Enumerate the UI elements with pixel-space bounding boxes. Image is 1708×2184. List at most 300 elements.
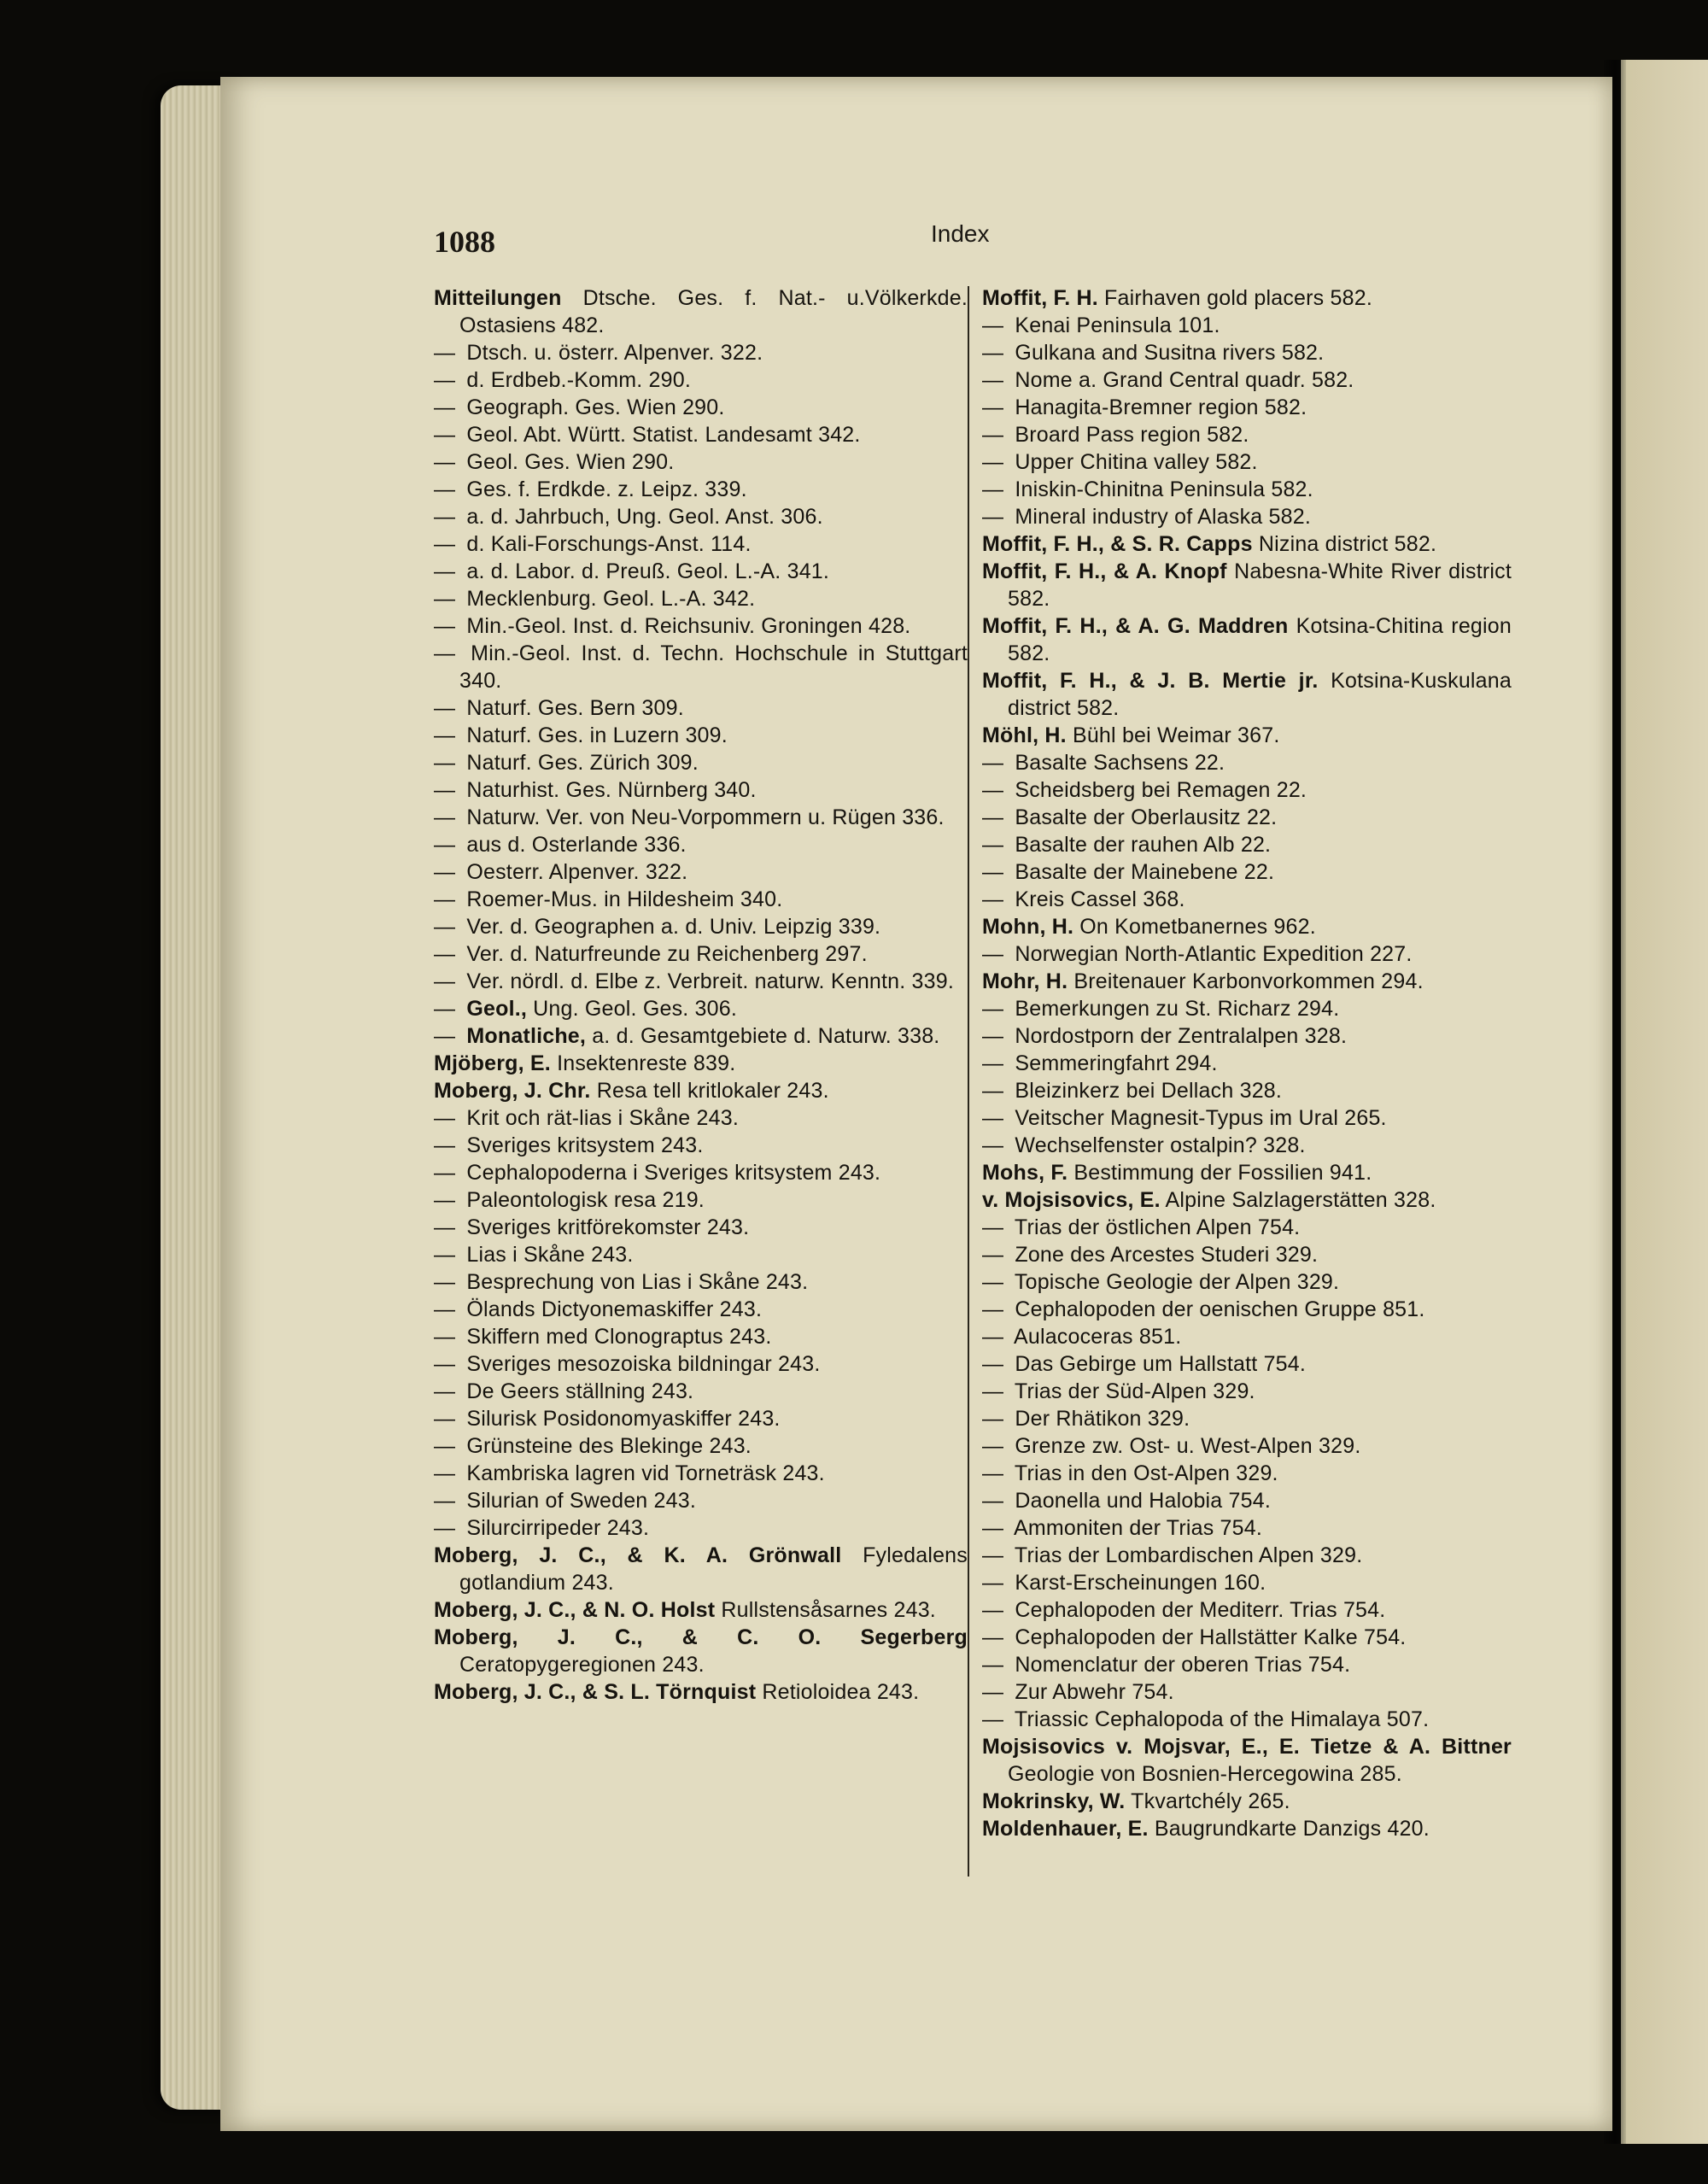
entry-dash: — <box>982 1489 1004 1513</box>
entry-text: Alpine Salzlagerstätten 328. <box>1160 1188 1436 1212</box>
entry-text: Geol. Ges. Wien 290. <box>460 450 675 474</box>
entry-text: d. Erdbeb.-Komm. 290. <box>460 368 692 392</box>
entry-dash: — <box>434 723 456 747</box>
entry-dash: — <box>982 1325 1004 1349</box>
entry-text: Aulacoceras 851. <box>1009 1325 1182 1349</box>
entry-text: Kenai Peninsula 101. <box>1009 313 1220 337</box>
index-entry <box>982 1651 1512 1678</box>
index-entry <box>982 1050 1512 1077</box>
entry-dash: — <box>434 969 456 993</box>
entry-text: Basalte Sachsens 22. <box>1009 751 1225 775</box>
entry-text: Ver. nördl. d. Elbe z. Verbreit. naturw. Kenntn. 339. <box>460 969 955 993</box>
entry-text: Ung. Geol. Ges. 306. <box>527 997 738 1021</box>
entry-dash: — <box>982 1680 1004 1704</box>
entry-dash: — <box>982 1352 1004 1376</box>
entry-dash: — <box>982 1297 1004 1321</box>
index-entry <box>982 1296 1512 1323</box>
entry-text: Fyledalens gotlandium 243. <box>459 1543 968 1595</box>
index-entry <box>434 968 968 995</box>
entry-text: Fairhaven gold placers 582. <box>1097 286 1372 310</box>
index-entry <box>434 1159 968 1186</box>
entry-dash: — <box>434 1297 456 1321</box>
entry-dash: — <box>434 860 456 884</box>
entry-text: On Kometbanernes 962. <box>1073 915 1316 939</box>
entry-text: Bestimmung der Fossilien 941. <box>1068 1161 1372 1185</box>
entry-author: Moffit, F. H., & J. B. Mertie jr. <box>982 669 1319 693</box>
entry-dash: — <box>434 423 456 447</box>
entry-text: Der Rhätikon 329. <box>1009 1407 1190 1431</box>
entry-text: Sveriges kritförekomster 243. <box>460 1215 750 1239</box>
entry-text: Mecklenburg. Geol. L.-A. 342. <box>460 587 756 611</box>
facing-page-edge <box>1621 60 1708 2144</box>
entry-author: Moffit, F. H., & A. G. Maddren <box>982 614 1289 638</box>
entry-text: Cephalopoden der oenischen Gruppe 851. <box>1009 1297 1425 1321</box>
index-entry <box>434 1624 968 1678</box>
entry-text: Basalte der Oberlausitz 22. <box>1009 805 1278 829</box>
entry-dash: — <box>982 1106 1004 1130</box>
entry-text: Ammoniten der Trias 754. <box>1009 1516 1263 1540</box>
index-entry <box>982 1487 1512 1514</box>
entry-text: Norwegian North-Atlantic Expedition 227. <box>1009 942 1413 966</box>
entry-text: Bleizinkerz bei Dellach 328. <box>1009 1079 1283 1103</box>
entry-text: Upper Chitina valley 582. <box>1009 450 1258 474</box>
entry-text: Geologie von Bosnien-Hercegowina 285. <box>1008 1762 1402 1786</box>
entry-text: Naturf. Ges. Zürich 309. <box>460 751 699 775</box>
entry-text: Paleontologisk resa 219. <box>460 1188 705 1212</box>
entry-dash: — <box>434 505 456 529</box>
index-entry <box>982 968 1512 995</box>
entry-dash: — <box>434 1489 456 1513</box>
entry-dash: — <box>982 751 1004 775</box>
entry-text: aus d. Osterlande 336. <box>460 833 687 857</box>
entry-dash: — <box>434 751 456 775</box>
entry-text: Breitenauer Karbonvorkommen 294. <box>1068 969 1424 993</box>
index-entry <box>982 558 1512 612</box>
entry-text: Lias i Skåne 243. <box>460 1243 634 1267</box>
index-entry <box>982 1241 1512 1268</box>
entry-dash: — <box>982 1434 1004 1458</box>
entry-dash: — <box>434 1407 456 1431</box>
index-entry <box>982 1405 1512 1432</box>
index-entry <box>982 530 1512 558</box>
index-entry <box>434 1241 968 1268</box>
entry-dash: — <box>982 1461 1004 1485</box>
index-entry <box>434 694 968 722</box>
entry-text: Das Gebirge um Hallstatt 754. <box>1009 1352 1307 1376</box>
entry-text: Grenze zw. Ost- u. West-Alpen 329. <box>1009 1434 1361 1458</box>
entry-dash: — <box>434 1352 456 1376</box>
index-entry <box>982 394 1512 421</box>
entry-text: Trias der Süd-Alpen 329. <box>1009 1379 1255 1403</box>
entry-text: a. d. Gesamtgebiete d. Naturw. 338. <box>586 1024 940 1048</box>
entry-text: Zur Abwehr 754. <box>1009 1680 1174 1704</box>
entry-text: Nome a. Grand Central quadr. 582. <box>1009 368 1354 392</box>
index-entry <box>982 421 1512 448</box>
index-entry <box>434 1296 968 1323</box>
entry-author: Moberg, J. C., & S. L. Törnquist <box>434 1680 757 1704</box>
index-entry <box>434 886 968 913</box>
entry-dash: — <box>434 1106 456 1130</box>
entry-dash: — <box>434 1434 456 1458</box>
entry-text: Naturf. Ges. Bern 309. <box>460 696 684 720</box>
entry-author: Moberg, J. C., & K. A. Grönwall <box>434 1543 842 1567</box>
index-entry <box>434 1460 968 1487</box>
index-entry <box>982 1514 1512 1542</box>
entry-dash: — <box>434 587 456 611</box>
entry-author: Moberg, J. C., & C. O. Segerberg <box>434 1625 968 1649</box>
index-entry <box>434 1487 968 1514</box>
entry-dash: — <box>982 778 1004 802</box>
entry-author: Moberg, J. C., & N. O. Holst <box>434 1598 716 1622</box>
entry-author: Mohs, F. <box>982 1161 1068 1185</box>
entry-text: Naturhist. Ges. Nürnberg 340. <box>460 778 757 802</box>
entry-dash: — <box>434 1188 456 1212</box>
entry-dash: — <box>434 915 456 939</box>
entry-dash: — <box>434 614 456 638</box>
entry-text: Dtsche. Ges. f. Nat.- u.Völkerkde. Ostasiens 482. <box>459 286 968 337</box>
index-entry <box>982 1596 1512 1624</box>
entry-text: Bemerkungen zu St. Richarz 294. <box>1009 997 1340 1021</box>
index-entry <box>982 1378 1512 1405</box>
entry-text: d. Kali-Forschungs-Anst. 114. <box>460 532 752 556</box>
entry-text: Nomenclatur der oberen Trias 754. <box>1009 1653 1351 1677</box>
entry-dash: — <box>982 423 1004 447</box>
entry-text: a. d. Jahrbuch, Ung. Geol. Anst. 306. <box>460 505 823 529</box>
entry-dash: — <box>982 1653 1004 1677</box>
entry-author: Mohr, H. <box>982 969 1068 993</box>
index-entry <box>434 366 968 394</box>
index-entry <box>982 312 1512 339</box>
entry-dash: — <box>982 1516 1004 1540</box>
index-entry <box>434 1104 968 1132</box>
index-entry <box>982 1678 1512 1706</box>
entry-text: Silurian of Sweden 243. <box>460 1489 697 1513</box>
entry-dash: — <box>434 1243 456 1267</box>
entry-text: Karst-Erscheinungen 160. <box>1009 1571 1266 1595</box>
entry-dash: — <box>434 1161 456 1185</box>
index-entry <box>434 995 968 1022</box>
entry-dash: — <box>982 887 1004 911</box>
index-entry <box>982 1706 1512 1733</box>
index-entry <box>434 1350 968 1378</box>
entry-text: Sveriges mesozoiska bildningar 243. <box>460 1352 821 1376</box>
index-entry <box>434 722 968 749</box>
entry-author: Moffit, F. H., & A. Knopf <box>982 559 1227 583</box>
entry-text: Ges. f. Erdkde. z. Leipz. 339. <box>460 477 747 501</box>
index-entry <box>982 1350 1512 1378</box>
entry-text: Trias der Lombardischen Alpen 329. <box>1009 1543 1363 1567</box>
index-entry <box>434 1214 968 1241</box>
page-number: 1088 <box>434 225 495 259</box>
entry-dash: — <box>434 341 456 365</box>
column-divider <box>968 286 969 1877</box>
entry-dash: — <box>434 778 456 802</box>
index-column-right <box>982 284 1512 1842</box>
entry-text: Trias der östlichen Alpen 754. <box>1009 1215 1301 1239</box>
entry-text: Broard Pass region 582. <box>1009 423 1249 447</box>
entry-text: Besprechung von Lias i Skåne 243. <box>460 1270 809 1294</box>
index-entry <box>434 1186 968 1214</box>
index-entry <box>434 612 968 640</box>
entry-text: Hanagita-Bremner region 582. <box>1009 395 1307 419</box>
entry-text: Cephalopoderna i Sveriges kritsystem 243. <box>460 1161 881 1185</box>
entry-dash: — <box>982 1543 1004 1567</box>
index-entry <box>982 1323 1512 1350</box>
index-entry <box>434 1022 968 1050</box>
entry-text: Ceratopygeregionen 243. <box>459 1653 705 1677</box>
entry-text: Nordostporn der Zentralalpen 328. <box>1009 1024 1348 1048</box>
entry-dash: — <box>982 1598 1004 1622</box>
entry-text: Topische Geologie der Alpen 329. <box>1009 1270 1340 1294</box>
entry-text: Cephalopoden der Mediterr. Trias 754. <box>1009 1598 1386 1622</box>
entry-dash: — <box>982 1024 1004 1048</box>
entry-dash: — <box>982 1243 1004 1267</box>
entry-text: Roemer-Mus. in Hildesheim 340. <box>460 887 783 911</box>
entry-text: Naturw. Ver. von Neu-Vorpommern u. Rügen 336. <box>460 805 945 829</box>
entry-author: Geol., <box>460 997 528 1021</box>
index-entry <box>982 476 1512 503</box>
entry-dash: — <box>434 997 456 1021</box>
entry-dash: — <box>982 368 1004 392</box>
index-entry <box>982 1569 1512 1596</box>
entry-author: Moffit, F. H., & S. R. Capps <box>982 532 1253 556</box>
entry-text: Nizina district 582. <box>1252 532 1437 556</box>
entry-dash: — <box>434 1461 456 1485</box>
entry-dash: — <box>434 1024 456 1048</box>
entry-dash: — <box>982 505 1004 529</box>
index-entry <box>434 858 968 886</box>
index-entry <box>434 585 968 612</box>
entry-dash: — <box>434 696 456 720</box>
index-entry <box>434 1405 968 1432</box>
entry-dash: — <box>982 997 1004 1021</box>
entry-text: Rullstensåsarnes 243. <box>715 1598 936 1622</box>
entry-text: Triassic Cephalopoda of the Himalaya 507. <box>1009 1707 1430 1731</box>
entry-dash: — <box>982 1707 1004 1731</box>
index-entry <box>434 1050 968 1077</box>
index-entry <box>434 476 968 503</box>
entry-text: Kotsina-Chitina region 582. <box>1008 614 1512 665</box>
index-entry <box>982 1542 1512 1569</box>
entry-author: Mojsisovics v. Mojsvar, E., E. Tietze & A. Bittner <box>982 1735 1512 1759</box>
entry-text: Basalte der Mainebene 22. <box>1009 860 1275 884</box>
index-entry <box>982 339 1512 366</box>
entry-text: Bühl bei Weimar 367. <box>1066 723 1280 747</box>
entry-text: Trias in den Ost-Alpen 329. <box>1009 1461 1278 1485</box>
index-entry <box>434 913 968 940</box>
running-head: Index <box>931 220 990 247</box>
entry-text: Ver. d. Naturfreunde zu Reichenberg 297. <box>460 942 868 966</box>
entry-text: De Geers ställning 243. <box>460 1379 694 1403</box>
entry-author: Moldenhauer, E. <box>982 1817 1149 1841</box>
entry-text: Geol. Abt. Württ. Statist. Landesamt 342. <box>460 423 861 447</box>
entry-dash: — <box>434 1379 456 1403</box>
index-entry <box>982 776 1512 804</box>
index-entry <box>434 831 968 858</box>
index-entry <box>434 1378 968 1405</box>
index-entry <box>434 1542 968 1596</box>
entry-dash: — <box>982 1270 1004 1294</box>
entry-dash: — <box>982 1079 1004 1103</box>
index-entry <box>982 284 1512 312</box>
entry-text: Baugrundkarte Danzigs 420. <box>1148 1817 1430 1841</box>
index-entry <box>434 558 968 585</box>
entry-text: Sveriges kritsystem 243. <box>460 1133 704 1157</box>
entry-dash: — <box>982 395 1004 419</box>
index-entry <box>982 1077 1512 1104</box>
entry-text: Scheidsberg bei Remagen 22. <box>1009 778 1307 802</box>
entry-dash: — <box>982 1407 1004 1431</box>
entry-dash: — <box>982 833 1004 857</box>
index-entry <box>434 1268 968 1296</box>
index-entry <box>434 503 968 530</box>
entry-author: Monatliche, <box>460 1024 587 1048</box>
index-entry <box>434 530 968 558</box>
index-entry <box>982 940 1512 968</box>
entry-dash: — <box>982 942 1004 966</box>
entry-author: v. Mojsisovics, E. <box>982 1188 1161 1212</box>
entry-text: Iniskin-Chinitna Peninsula 582. <box>1009 477 1313 501</box>
index-entry <box>434 1678 968 1706</box>
index-entry <box>982 886 1512 913</box>
index-entry <box>982 1460 1512 1487</box>
index-entry <box>982 1432 1512 1460</box>
entry-text: Dtsch. u. österr. Alpenver. 322. <box>460 341 763 365</box>
index-entry <box>434 1514 968 1542</box>
entry-author: Möhl, H. <box>982 723 1067 747</box>
entry-text: Basalte der rauhen Alb 22. <box>1009 833 1272 857</box>
entry-text: Tkvartchély 265. <box>1125 1789 1290 1813</box>
index-entry <box>982 667 1512 722</box>
entry-dash: — <box>982 1625 1004 1649</box>
entry-dash: — <box>982 1571 1004 1595</box>
index-entry <box>982 1624 1512 1651</box>
entry-dash: — <box>434 532 456 556</box>
index-entry <box>434 940 968 968</box>
index-entry <box>982 1132 1512 1159</box>
entry-dash: — <box>434 368 456 392</box>
entry-dash: — <box>434 1133 456 1157</box>
index-entry <box>434 1132 968 1159</box>
index-entry <box>982 1214 1512 1241</box>
entry-dash: — <box>434 395 456 419</box>
index-entry <box>434 749 968 776</box>
entry-dash: — <box>982 1215 1004 1239</box>
entry-dash: — <box>434 1215 456 1239</box>
entry-text: Wechselfenster ostalpin? 328. <box>1009 1133 1306 1157</box>
entry-dash: — <box>434 1516 456 1540</box>
entry-text: Resa tell kritlokaler 243. <box>590 1079 829 1103</box>
entry-dash: — <box>982 805 1004 829</box>
entry-text: Silurisk Posidonomyaskiffer 243. <box>460 1407 781 1431</box>
entry-text: Oesterr. Alpenver. 322. <box>460 860 688 884</box>
entry-text: Ölands Dictyonemaskiffer 243. <box>460 1297 763 1321</box>
entry-dash: — <box>982 1133 1004 1157</box>
entry-author: Mohn, H. <box>982 915 1074 939</box>
entry-text: Geograph. Ges. Wien 290. <box>460 395 725 419</box>
index-entry <box>434 421 968 448</box>
index-entry <box>434 339 968 366</box>
entry-text: Cephalopoden der Hallstätter Kalke 754. <box>1009 1625 1407 1649</box>
entry-dash: — <box>434 805 456 829</box>
entry-text: Min.-Geol. Inst. d. Techn. Hochschule in Stuttgart 340. <box>459 641 968 693</box>
entry-author: Moffit, F. H. <box>982 286 1098 310</box>
entry-dash: — <box>982 477 1004 501</box>
entry-dash: — <box>434 1325 456 1349</box>
entry-text: Ver. d. Geographen a. d. Univ. Leipzig 339. <box>460 915 881 939</box>
entry-dash: — <box>982 1379 1004 1403</box>
entry-text: Insektenreste 839. <box>550 1051 736 1075</box>
entry-text: a. d. Labor. d. Preuß. Geol. L.-A. 341. <box>460 559 830 583</box>
index-entry <box>982 1022 1512 1050</box>
entry-text: Nabesna-White River district 582. <box>1008 559 1512 611</box>
entry-dash: — <box>982 1051 1004 1075</box>
index-entry <box>434 1432 968 1460</box>
entry-text: Min.-Geol. Inst. d. Reichsuniv. Groningen 428. <box>460 614 911 638</box>
entry-text: Veitscher Magnesit-Typus im Ural 265. <box>1009 1106 1387 1130</box>
index-entry <box>982 1186 1512 1214</box>
index-entry <box>982 722 1512 749</box>
entry-dash: — <box>434 942 456 966</box>
entry-dash: — <box>434 887 456 911</box>
index-entry <box>982 1788 1512 1815</box>
entry-dash: — <box>982 450 1004 474</box>
entry-dash: — <box>434 477 456 501</box>
index-entry <box>982 913 1512 940</box>
entry-dash: — <box>982 860 1004 884</box>
entry-text: Kotsina-Kuskulana district 582. <box>1008 669 1512 720</box>
entry-dash: — <box>434 1270 456 1294</box>
entry-dash: — <box>434 559 456 583</box>
index-entry <box>982 1268 1512 1296</box>
index-entry <box>982 1159 1512 1186</box>
entry-text: Krit och rät-lias i Skåne 243. <box>460 1106 739 1130</box>
entry-dash: — <box>434 450 456 474</box>
index-entry <box>982 1104 1512 1132</box>
entry-author: Mjöberg, E. <box>434 1051 551 1075</box>
entry-text: Zone des Arcestes Studeri 329. <box>1009 1243 1319 1267</box>
index-entry <box>434 804 968 831</box>
entry-text: Grünsteine des Blekinge 243. <box>460 1434 752 1458</box>
entry-dash: — <box>434 833 456 857</box>
index-entry <box>434 776 968 804</box>
index-entry <box>434 1596 968 1624</box>
index-entry <box>434 1323 968 1350</box>
entry-dash: — <box>982 341 1004 365</box>
entry-author: Mitteilungen <box>434 286 562 310</box>
index-entry <box>434 284 968 339</box>
index-entry <box>434 448 968 476</box>
entry-text: Semmeringfahrt 294. <box>1009 1051 1218 1075</box>
index-entry <box>982 1815 1512 1842</box>
index-entry <box>982 995 1512 1022</box>
index-entry <box>982 1733 1512 1788</box>
entry-dash: — <box>434 641 456 665</box>
entry-text: Gulkana and Susitna rivers 582. <box>1009 341 1325 365</box>
index-entry <box>434 640 968 694</box>
index-entry <box>982 749 1512 776</box>
entry-text: Kambriska lagren vid Torneträsk 243. <box>460 1461 825 1485</box>
entry-text: Kreis Cassel 368. <box>1009 887 1185 911</box>
index-entry <box>982 503 1512 530</box>
index-entry <box>982 448 1512 476</box>
entry-text: Skiffern med Clonograptus 243. <box>460 1325 772 1349</box>
index-entry <box>434 1077 968 1104</box>
index-entry <box>434 394 968 421</box>
index-entry <box>982 804 1512 831</box>
entry-author: Mokrinsky, W. <box>982 1789 1126 1813</box>
entry-dash: — <box>982 313 1004 337</box>
